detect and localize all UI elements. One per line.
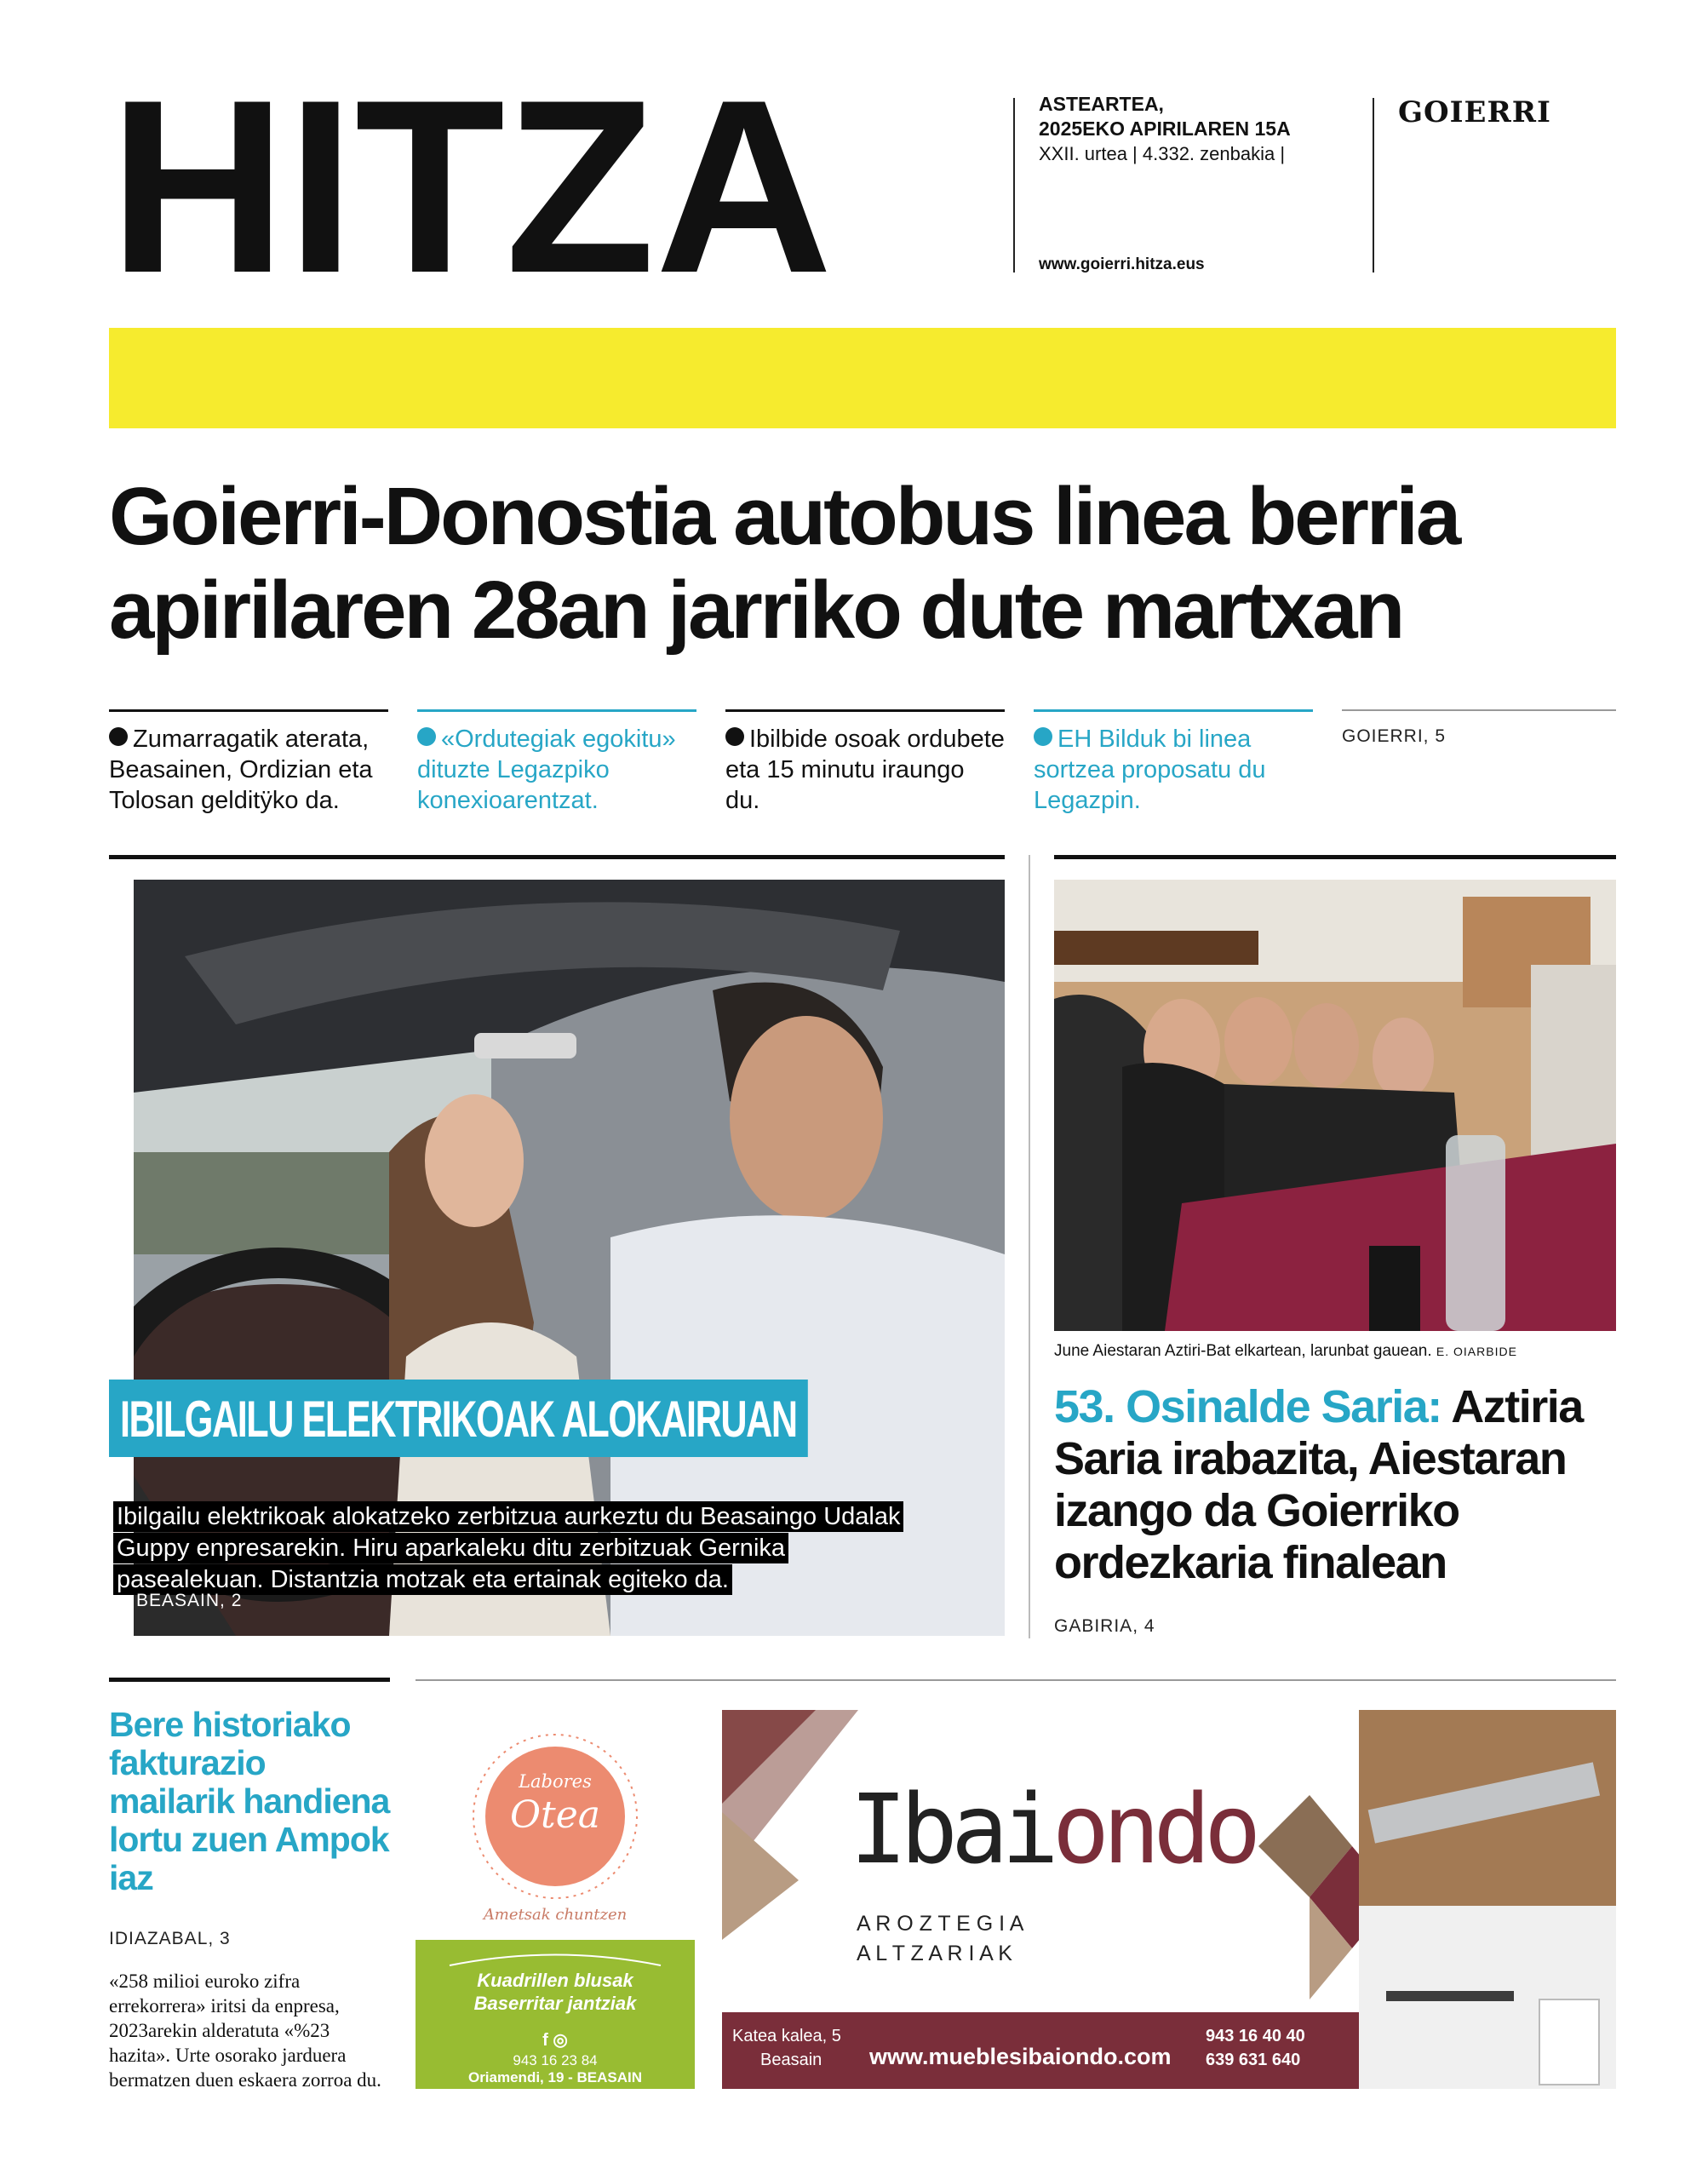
bullet-dot-icon [725,727,744,746]
issue-number: XXII. urtea | 4.332. zenbakia | [1039,143,1286,164]
main-headline[interactable] [109,470,1633,657]
bullet-dot-icon [417,727,436,746]
ad-ibaiondo-sub1: A R O Z T E G I A [857,1912,1024,1936]
ad-ibaiondo-sub2: A L T Z A R I A K [857,1942,1012,1965]
ad-ibaiondo-address1: Katea kalea, 5 [732,2027,841,2045]
weekday: ASTEARTEA, [1039,93,1164,115]
bullet-text: Zumarragatik aterata, Beasainen, Ordizian eta Tolosan gelditÿko da. [109,726,373,814]
summary-bullet [725,709,1005,816]
photo-caption [113,1501,931,1596]
bullet-text: Ibilbide osoak ordubete eta 15 minutu iraungo du. [725,726,1005,814]
yellow-banner [109,328,1616,428]
ad-ibaiondo-brand [850,1775,1255,1885]
headline-line: Goierri-Donostia autobus linea berria [109,471,1459,562]
photo-page-ref[interactable]: BEASAIN, 2 [136,1591,243,1610]
ad-otea-slogan: Ametsak chuntzen [483,1906,628,1924]
bullet-text: «Ordutegiak egokitu» dituzte Legazpiko konexioarentzat. [417,726,676,814]
masthead-divider [1373,98,1374,272]
section-rule [1054,855,1616,859]
section-rule [109,1678,390,1682]
hitza-logo [109,89,833,284]
ad-otea-line2: Baserritar jantziak [473,1993,637,2014]
headline-kicker: 53. Osinalde Saria: [1054,1381,1441,1432]
ad-otea-line1: Kuadrillen blusak [477,1970,633,1991]
ad-ibaiondo-phone1: 943 16 40 40 [1206,2027,1305,2045]
headline-page-ref[interactable]: GOIERRI, 5 [1342,709,1616,752]
column-divider [1029,855,1030,1638]
masthead-divider [1013,98,1015,272]
bullet-text: EH Bilduk bi linea sortzea proposatu du Legazpin. [1034,726,1266,814]
right-story-page-ref[interactable]: GABIRIA, 4 [1054,1616,1155,1636]
summary-bullet [109,709,388,816]
section-rule [416,1679,1616,1681]
headline-line: apirilaren 28an jarriko dute martxan [109,565,1403,656]
photo-credit: E. OIARBIDE [1436,1345,1517,1358]
bottom-story-headline[interactable]: Bere historiako fakturazio mailarik handiena lortu zuen Ampok iaz [109,1705,390,1897]
ad-otea-phone: 943 16 23 84 [513,2052,598,2068]
ad-labores-otea[interactable] [416,1710,695,2089]
right-story-headline[interactable] [1054,1381,1616,1589]
ad-otea-brand: Otea [509,1793,601,1837]
summary-bullet [1034,709,1313,816]
right-photo[interactable] [1054,880,1616,1331]
brand-part: ondo [1052,1775,1255,1885]
social-icons[interactable]: f ◎ [542,2031,568,2050]
ad-otea-brand-small: Labores [519,1771,592,1792]
site-url[interactable]: www.goierri.hitza.eus [1039,255,1205,273]
ad-ibaiondo-art [722,1710,1616,2089]
ad-otea-address: Oriamendi, 19 - BEASAIN [467,2069,643,2085]
photo-tag[interactable]: IBILGAILU ELEKTRIKOAK ALOKAIRUAN [109,1380,808,1457]
caption-line: Ibilgailu elektrikoak alokatzeko zerbitzua aurkeztu du Beasaingo Udalak [113,1501,903,1532]
section-rule [109,855,1005,859]
edition-name: GOIERRI [1398,95,1551,129]
ad-ibaiondo-address2: Beasain [760,2051,822,2069]
caption-text: June Aiestaran Aztiri-Bat elkartean, larunbat gauean. [1054,1342,1432,1360]
ad-ibaiondo-phone2: 639 631 640 [1206,2051,1301,2069]
bullet-dot-icon [109,727,128,746]
caption-line: pasealekuan. Distantzia motzak eta ertainak egiteko da. [113,1564,732,1595]
date-line [1039,92,1291,141]
date: 2025EKO APIRILAREN 15A [1039,118,1291,140]
right-photo-caption [1054,1342,1517,1361]
summary-bullet [417,709,696,816]
caption-line: Guppy enpresarekin. Hiru aparkaleku ditu zerbitzuak Gernika [113,1533,788,1563]
bottom-story-page-ref[interactable]: IDIAZABAL, 3 [109,1929,231,1948]
logo-text: HITZA [109,89,833,284]
brand-part: Ibai [850,1775,1052,1885]
ad-ibaiondo-web[interactable]: www.mueblesibaiondo.com [869,2044,1172,2069]
bottom-story-body: «258 milioi euroko zifra errekorrera» iritsi da enpresa, 2023arekin alderatuta «%23 hazita». Urte osorako jarduera bermatzen duen eskaera zorroa du. [109,1971,381,2091]
ad-ibaiondo[interactable] [722,1710,1616,2089]
headline-text: Aztiria Saria irabazita, Aiestaran izango da Goierriko ordezkaria finalean [1054,1381,1583,1588]
bullet-dot-icon [1034,727,1052,746]
